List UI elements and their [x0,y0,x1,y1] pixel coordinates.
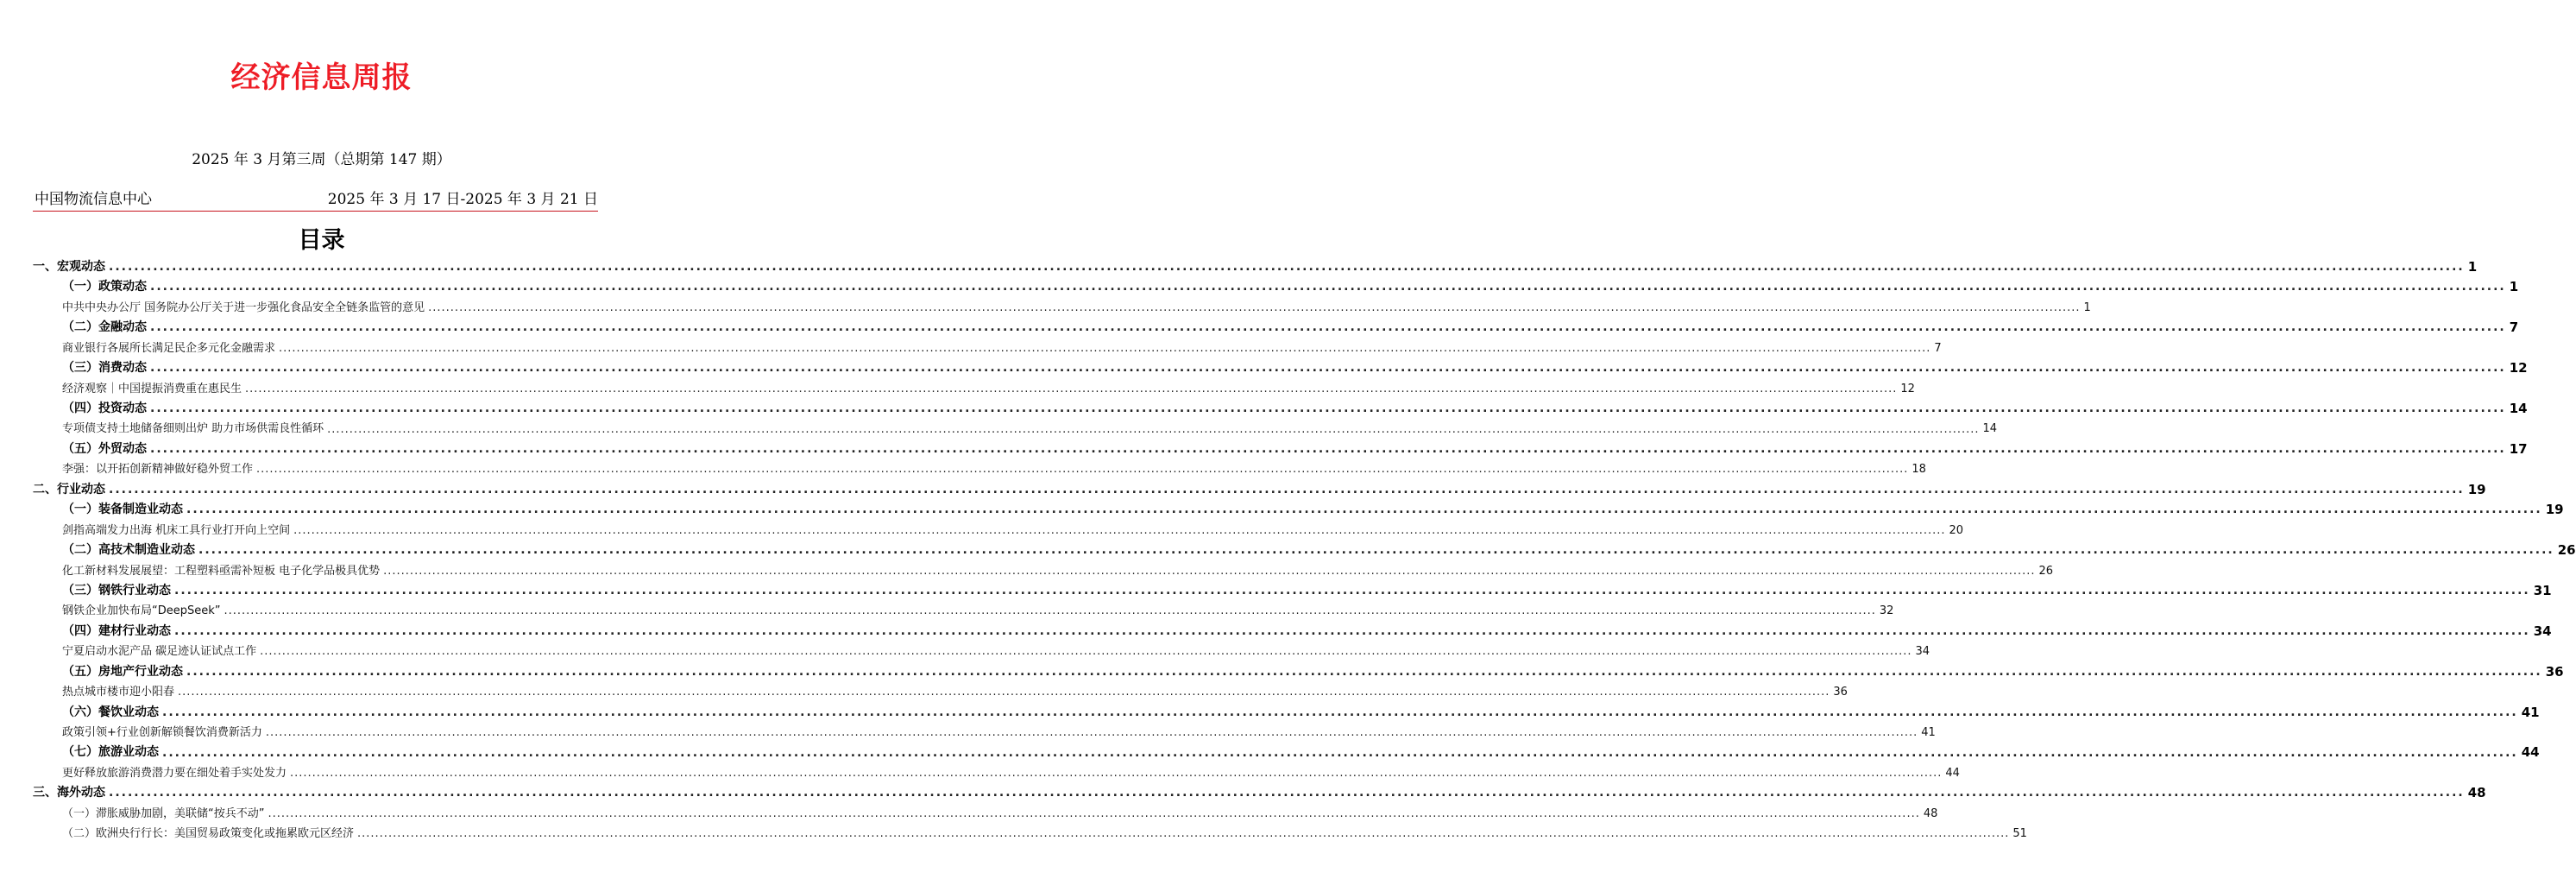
toc-leader [109,257,2465,277]
toc-page-number: 41 [2521,704,2540,720]
toc-page-number: 12 [2509,360,2528,376]
toc-entry[interactable] [33,257,2478,277]
toc-leader [162,743,2518,763]
toc-entry-label: （四）建材行业动态 [62,623,171,638]
toc-page-number: 26 [2557,542,2576,559]
toc-entry[interactable] [33,277,2519,297]
toc-page-number: 36 [1833,686,1848,699]
toc-leader [260,642,1912,661]
toc-page-number: 19 [2545,502,2564,518]
toc-leader [109,480,2465,500]
toc-leader [357,824,2009,844]
toc-page-number: 51 [2012,827,2027,841]
toc-entry-label: 商业银行各展所长满足民企多元化金融需求 [62,341,276,355]
toc-entry-label: 三、海外动态 [33,786,105,800]
toc-page-number: 48 [1923,806,1938,820]
toc-entry[interactable] [33,500,2564,520]
toc-entry-label: 政策引领+行业创新解锁餐饮消费新活力 [62,726,262,740]
toc-entry[interactable] [33,480,2486,500]
report-title: 经济信息周报 [230,60,413,95]
toc-entry[interactable] [33,561,2054,581]
toc-entry-label: （二）高技术制造业动态 [62,543,195,558]
toc-leader [266,723,1918,743]
toc-entry-label: 中共中央办公厅 国务院办公厅关于进一步强化食品安全全链条监管的意见 [62,300,425,314]
toc-leader [186,662,2542,682]
toc-entry-label: （七）旅游业动态 [62,745,159,760]
toc-entry-label: 专项债支持土地储备细则出炉 助力市场供需良性循环 [62,422,324,436]
toc-page-number: 48 [2467,785,2486,801]
toc-entry[interactable] [33,459,1926,479]
toc-entry[interactable] [33,358,2528,378]
toc-entry-label: 剑指高端发力出海 机床工具行业打开向上空间 [62,523,291,537]
toc-entry[interactable] [33,642,1930,661]
toc-entry-label: （一）滞胀威胁加剧，美联储“按兵不动” [62,806,265,820]
toc-page-number: 1 [2083,300,2091,314]
toc-entry-label: （一）装备制造业动态 [62,503,183,517]
issue-line: 2025 年 3 月第三周（总期第 147 期） [192,151,451,168]
toc-leader [293,521,1945,541]
toc-leader [256,459,1908,479]
toc-entry-label: （四）投资动态 [62,402,147,416]
toc-entry[interactable] [33,521,1964,541]
toc-page-number: 1 [2509,279,2519,295]
toc-page-number: 26 [2038,564,2054,578]
toc-page-number: 44 [2521,744,2540,761]
toc-entry[interactable] [33,804,1938,824]
toc-entry[interactable] [33,440,2528,459]
toc-entry[interactable] [33,318,2519,338]
toc-page-number: 1 [2467,258,2478,275]
date-range: 2025 年 3 月 17 日-2025 年 3 月 21 日 [327,191,598,208]
toc-entry-label: （二）欧洲央行行长：美国贸易政策变化或拖累欧元区经济 [62,827,355,841]
table-of-contents [33,257,2576,844]
toc-page-number: 20 [1949,523,1964,537]
toc-heading: 目录 [298,227,345,254]
toc-leader [162,703,2518,723]
toc-entry[interactable] [33,824,2027,844]
toc-leader [428,298,2080,318]
toc-entry-label: 一、宏观动态 [33,259,105,274]
toc-entry-label: （五）外贸动态 [62,441,147,456]
toc-entry[interactable] [33,682,1848,702]
toc-page-number: 18 [1912,463,1926,477]
toc-page-number: 19 [2467,481,2486,497]
toc-leader [174,622,2530,642]
toc-entry[interactable] [33,723,1936,743]
toc-page-number: 32 [1879,604,1894,618]
toc-leader [150,318,2506,338]
toc-leader [198,541,2554,560]
toc-page-number: 14 [1982,422,1998,436]
toc-leader [150,440,2506,459]
toc-entry-label: （一）政策动态 [62,280,147,294]
toc-entry[interactable] [33,298,2091,318]
toc-leader [178,682,1830,702]
toc-page-number: 36 [2545,663,2564,680]
toc-entry-label: （三）钢铁行业动态 [62,583,171,598]
toc-entry[interactable] [33,541,2576,560]
toc-entry[interactable] [33,399,2528,419]
toc-entry[interactable] [33,622,2552,642]
toc-entry[interactable] [33,601,1894,621]
toc-entry[interactable] [33,420,1998,440]
toc-entry[interactable] [33,783,2486,803]
toc-entry-label: 宁夏启动水泥产品 碳足迹认证试点工作 [62,645,257,659]
toc-page-number: 14 [2509,401,2528,417]
toc-leader [174,581,2530,601]
toc-entry-label: 钢铁企业加快布局“DeepSeek” [62,604,221,618]
toc-entry-label: （五）房地产行业动态 [62,664,183,679]
toc-leader [186,500,2542,520]
toc-page-number: 17 [2509,440,2528,457]
toc-page-number: 34 [2533,623,2552,639]
toc-leader [150,358,2506,378]
header-divider [33,211,598,212]
toc-leader [290,763,1942,783]
toc-entry-label: 热点城市楼市迎小阳春 [62,686,175,699]
toc-entry-label: （六）餐饮业动态 [62,705,159,719]
publisher-name: 中国物流信息中心 [35,191,152,208]
toc-entry-label: 二、行业动态 [33,482,105,496]
toc-entry[interactable] [33,581,2552,601]
toc-leader [245,379,1897,399]
toc-entry-label: 李强：以开拓创新精神做好稳外贸工作 [62,463,254,477]
toc-page-number: 7 [2509,319,2519,336]
toc-entry-label: （三）消费动态 [62,361,147,376]
toc-leader [279,338,1930,358]
toc-entry-label: 经济观察｜中国提振消费重在惠民生 [62,382,242,395]
toc-entry[interactable] [33,763,1960,783]
toc-leader [224,601,1876,621]
toc-page-number: 31 [2533,582,2552,598]
toc-entry[interactable] [33,662,2564,682]
toc-entry[interactable] [33,743,2540,763]
toc-entry[interactable] [33,338,1942,358]
toc-leader [109,783,2465,803]
toc-page-number: 7 [1934,341,1942,355]
toc-page-number: 12 [1900,382,1915,395]
toc-leader [150,399,2506,419]
toc-page-number: 34 [1915,645,1930,659]
toc-page-number: 44 [1945,766,1960,780]
toc-leader [150,277,2506,297]
toc-entry-label: 化工新材料发展展望：工程塑料亟需补短板 电子化学品极具优势 [62,564,381,578]
toc-entry-label: （二）金融动态 [62,320,147,335]
toc-leader [327,420,1979,440]
toc-page-number: 41 [1921,726,1936,740]
toc-entry[interactable] [33,379,1915,399]
toc-entry-label: 更好释放旅游消费潜力要在细处着手实处发力 [62,766,287,780]
toc-leader [268,804,1919,824]
toc-leader [383,561,2035,581]
toc-entry[interactable] [33,703,2540,723]
